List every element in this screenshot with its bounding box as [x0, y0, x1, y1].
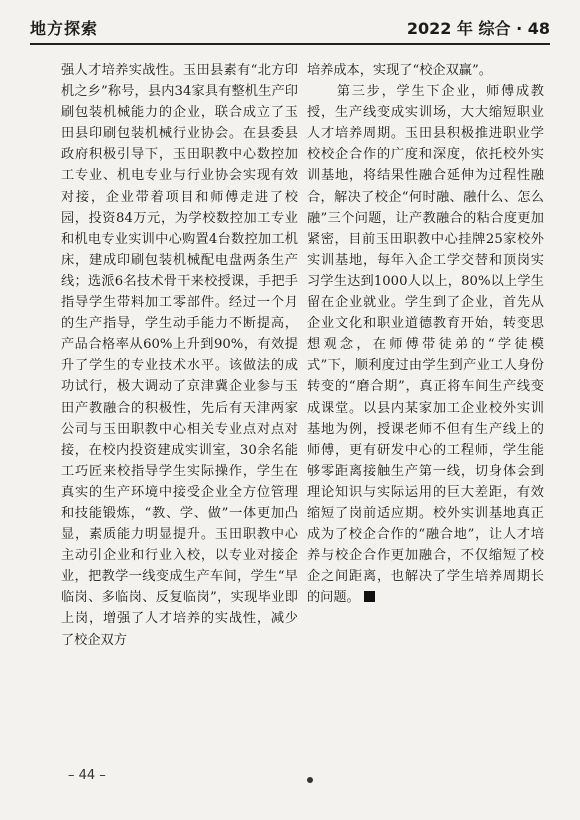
left-column-text: 强人才培养实战性。玉田县素有“北方印机之乡”称号，县内34家具有整机生产印刷包装机械能力的企业，联合成立了玉田县印刷包装机械行业协会。在县委县政府积极引导下，玉田职教中心数控加工专业、机电专业与行业协会实现有效对接，企业带着项目和师傅走进了校园，投资84万元，为学校数控加工专业和机电专业实训中心购置4台数控加工机床，建成印刷包装机械配电盘两条生产线；选派6名技术骨干来校授课，手把手指导学生带料加工零部件。经过一个月的生产指导，学生动手能力不断提高，产品合格率从60%上升到90%，有效提升了学生的专业技术水平。该做法的成功试行，极大调动了京津冀企业参与玉田产教融合的积极性，先后有天津两家公司与玉田职教中心相关专业点对点对接，在校内投资建成实训室，30余名能工巧匠来校指导学生实际操作，学生在真实的生产环境中接受企业全方位管理和技能锻炼，“教、学、做”一体更加凸显，素质能力明显提升。玉田职教中心主动引企业和行业入校，以专业对接企业，把教学一线变成生产车间，学生“早临岗、多临岗、反复临岗”，实现毕业即上岗，增强了人才培养的实战性，减少了校企双方: [61, 63, 298, 648]
page-header: [30, 14, 550, 40]
margin-dot: [307, 777, 313, 783]
end-of-article-mark: [364, 591, 375, 602]
article-left-column: [61, 60, 298, 651]
page-number: – 44 –: [68, 768, 106, 783]
right-column-paragraph-2-text: 第三步，学生下企业，师傅成教授，生产线变成实训场，大大缩短职业人才培养周期。玉田县积极推进职业学校校企合作的广度和深度，依托校外实训基地，将结果性融合延伸为过程性融合，解决了校企“何时融、融什么、怎么融”三个问题，让产教融合的粘合度更加紧密，目前玉田职教中心挂牌25家校外实训基地，每年入企工学交替和顶岗实习学生达到1000人以上，80%以上学生留在企业就业。学生到了企业，首先从企业文化和职业道德教育开始，转变思想观念，在师傅带徒弟的“学徒模式”下，顺利度过由学生到产业工人身份转变的“磨合期”，真正将车间生产线变成课堂。以县内某家加工企业校外实训基地为例，授课老师不但有生产线上的师傅，更有研发中心的工程师，学生能够零距离接触生产第一线，切身体会到理论知识与实际运用的巨大差距，有效缩短了岗前适应期。校外实训基地真正成为了校企合作的“融合地”，让人才培养与校企合作更加融合，不仅缩短了校企之间距离，也解决了学生培养周期长的问题。: [307, 84, 544, 606]
issue-label: 2022 年 综合 · 48: [406, 19, 550, 38]
article-right-column: [307, 60, 544, 608]
right-column-paragraph-2: [307, 81, 544, 608]
header-rule: [30, 43, 550, 45]
section-title: 地方探索: [30, 19, 99, 38]
right-column-paragraph-1: 培养成本，实现了“校企双赢”。: [307, 63, 492, 78]
